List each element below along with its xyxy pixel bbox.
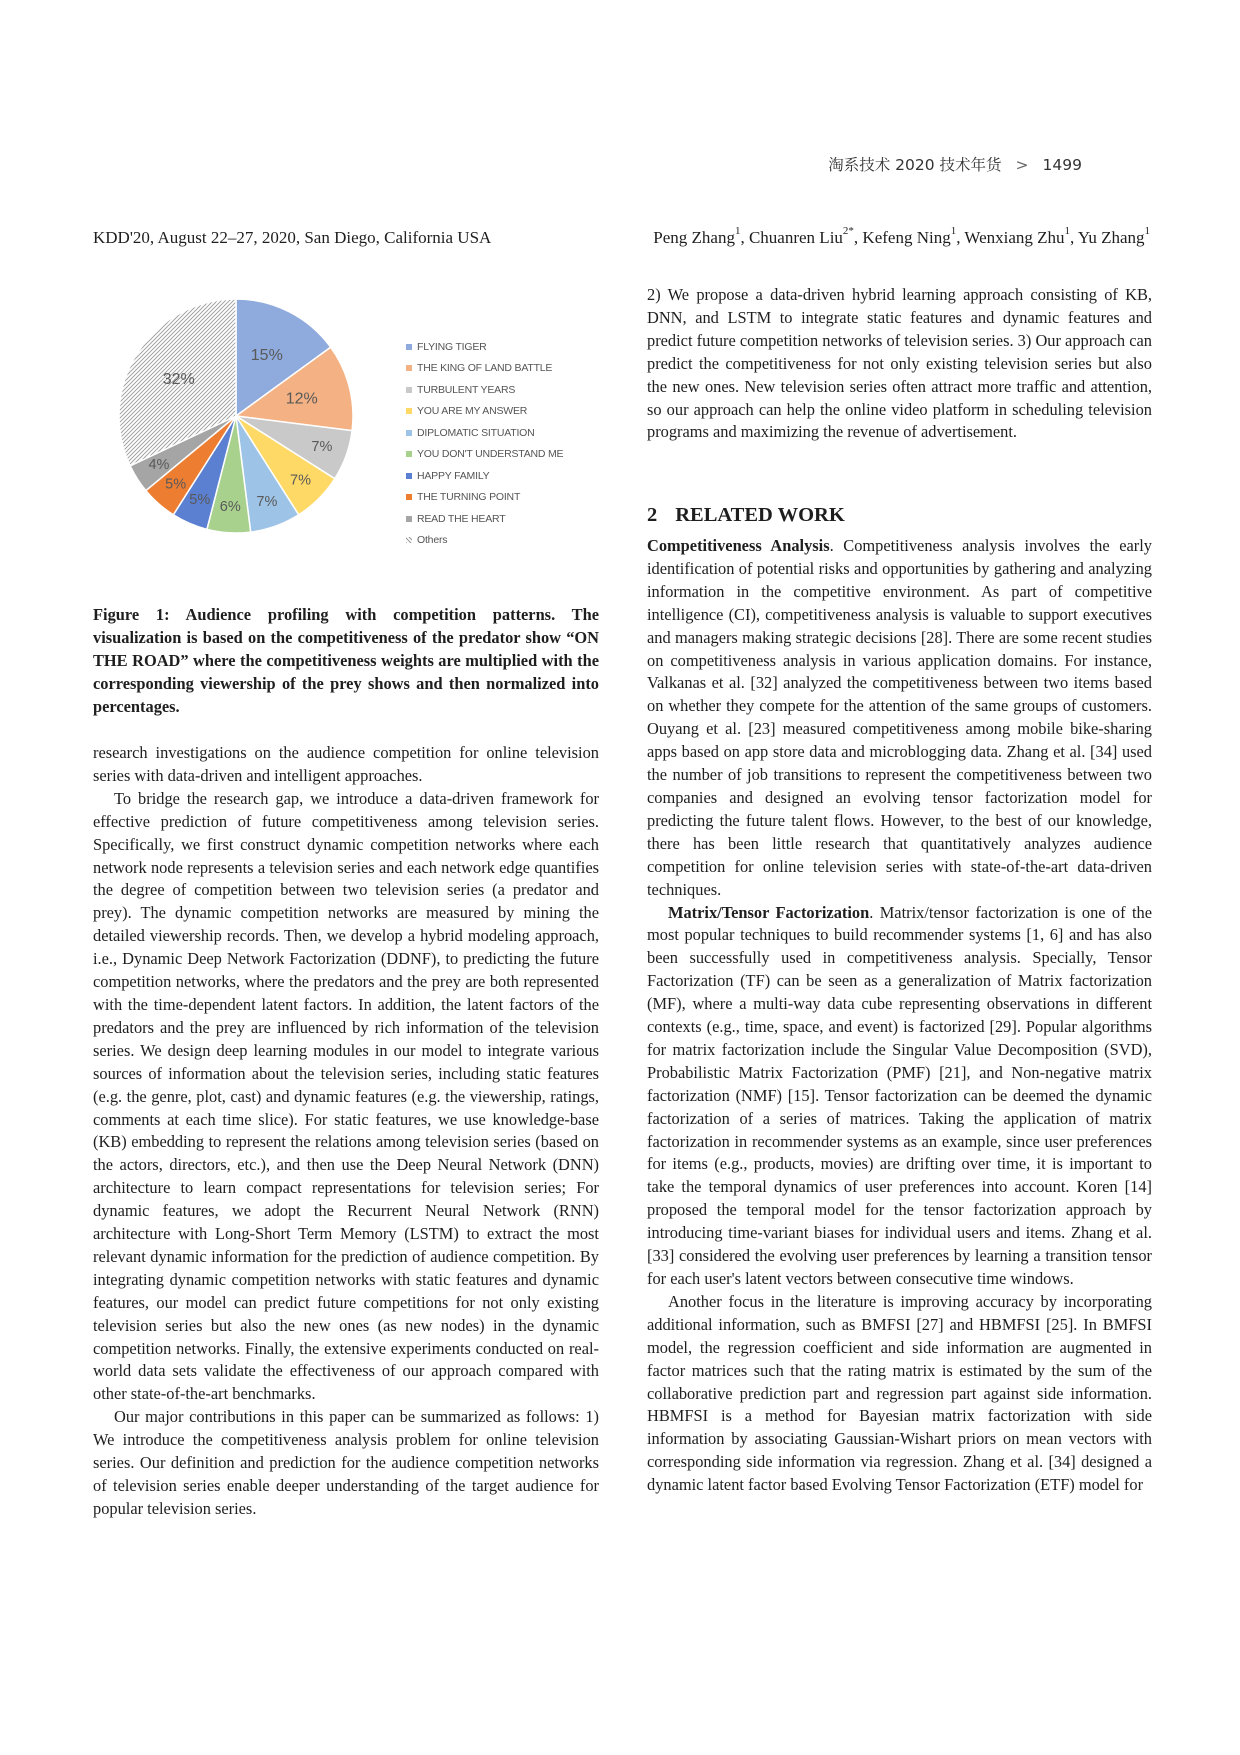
- pie-data-label: 12%: [285, 390, 318, 408]
- legend-item: [406, 487, 520, 509]
- legend-swatch: [406, 473, 412, 479]
- pie-data-label: 7%: [256, 493, 278, 510]
- author-name: Chuanren Liu: [748, 228, 843, 247]
- pie-chart: [120, 298, 333, 583]
- legend-swatch: [406, 451, 412, 457]
- pie-data-label: 6%: [219, 499, 241, 516]
- banner-page-number: 1499: [1042, 156, 1082, 174]
- legend-item: [406, 465, 490, 487]
- section-heading: [647, 504, 845, 527]
- legend-item: [406, 444, 563, 466]
- right-column-intro: [647, 284, 1152, 444]
- legend-label: THE TURNING POINT: [417, 491, 521, 504]
- running-head-authors: Peng Zhang$^1$, Chuanren Liu$^{2*}$, Kefeng Ning$^1$, Wenxiang Zhu$^1$, Yu Zhang$^1$: [653, 225, 1150, 247]
- banner-title: 淘系技术 2020 技术年货: [828, 156, 1002, 174]
- figure-1: [120, 298, 610, 583]
- author-affiliation: 1: [1144, 225, 1150, 238]
- legend-swatch: [406, 365, 412, 371]
- figure-caption: Figure 1: Audience profiling with competition patterns. The visualization is based on the competitiveness of the predator show “ON THE ROAD” where the competitiveness weights are multiplied with the corresponding viewership of the prey shows and then normalized into percentages.: [93, 605, 599, 716]
- paragraph: [647, 902, 1152, 1291]
- paragraph: [647, 535, 1152, 902]
- paragraph: Our major contributions in this paper can be summarized as follows: 1) We introduce the competitiveness analysis problem for online television series. Our definition and prediction for the audience competition networks of television series enable deeper understanding of the target audience for popular television series.: [93, 1407, 599, 1518]
- author-name: Peng Zhang: [653, 228, 735, 247]
- legend-label: YOU ARE MY ANSWER: [417, 405, 528, 418]
- legend-label: TURBULENT YEARS: [417, 383, 516, 396]
- author-affiliation: 1: [734, 225, 741, 238]
- legend-item: [406, 336, 487, 358]
- author-name: Wenxiang Zhu: [964, 228, 1065, 247]
- pie-data-label: 5%: [189, 491, 211, 508]
- page-banner: [828, 153, 1082, 175]
- legend-item: [406, 401, 527, 423]
- legend-label: FLYING TIGER: [417, 340, 487, 353]
- legend-swatch: [406, 494, 412, 500]
- author-affiliation: 1: [1064, 225, 1071, 238]
- legend-label: THE KING OF LAND BATTLE: [417, 362, 553, 375]
- paragraph-heading: Matrix/Tensor Factorization: [668, 902, 870, 922]
- legend-swatch: [406, 387, 412, 393]
- pie-data-label: 5%: [165, 476, 187, 493]
- pie-data-label: 7%: [290, 472, 312, 489]
- legend-swatch: [406, 430, 412, 436]
- author-affiliation: 1: [950, 225, 957, 238]
- pie-data-label: 32%: [162, 371, 195, 389]
- running-head-venue: KDD'20, August 22–27, 2020, San Diego, California USA: [93, 228, 492, 247]
- legend-label: HAPPY FAMILY: [417, 469, 490, 482]
- legend-label: Others: [417, 534, 448, 547]
- section-number: 2: [647, 504, 658, 526]
- author-name: Kefeng Ning: [862, 228, 951, 247]
- paragraph: research investigations on the audience competition for online television series with data-driven and intelligent approaches.: [93, 743, 599, 785]
- section-title: RELATED WORK: [675, 504, 845, 526]
- legend-item: [406, 379, 515, 401]
- author-name: Yu Zhang: [1077, 228, 1145, 247]
- left-column: [93, 742, 599, 1521]
- legend-swatch: [406, 408, 412, 414]
- pie-data-label: 15%: [250, 347, 283, 365]
- legend-label: READ THE HEART: [417, 512, 506, 525]
- legend-swatch: [406, 344, 412, 350]
- legend-label: DIPLOMATIC SITUATION: [417, 426, 535, 439]
- pie-legend: [406, 336, 616, 566]
- pie-data-label: 7%: [311, 438, 333, 455]
- legend-item: [406, 530, 447, 552]
- paragraph-text: . Competitiveness analysis involves the early identification of potential risks and opportunities by gathering and analyzing information in the competitive environment. As part of competitive intelligence (CI), competitiveness analysis is valuable to support executives and managers making strategic decisions [28]. There are some recent studies on competitiveness analysis in various application domains. For instance, Valkanas et al. [32] analyzed the competitiveness between two items based on whether they compete for the attention of the same groups of customers. Ouyang et al. [23] measured competitiveness among mobile bike-sharing apps based on app store data and microblogging data. Zhang et al. [34] used the number of job transitions to represent the competitiveness between two companies and designed an evolving tensor factorization model for predicting the future talent flows. However, to the best of our knowledge, there has been little research that quantitatively analyzes audience competition for online television series with state-of-the-art data-driven techniques.: [647, 536, 1152, 899]
- banner-separator: >: [1015, 156, 1029, 174]
- paragraph: Another focus in the literature is improving accuracy by incorporating additional information, such as BMFSI [27] and HBMFSI [25]. In BMFSI model, the regression coefficient and side information are augmented in factor matrices such that the rating matrix is estimated by the sum of the collaborative prediction part and regression part against side information. HBMFSI is a method for Bayesian matrix factorization with side information by associating Gaussian-Wishart priors on mean vectors with corresponding side information via regression. Zhang et al. [34] designed a dynamic latent factor based Evolving Tensor Factorization (ETF) model for: [647, 1291, 1152, 1495]
- legend-item: [406, 508, 505, 530]
- legend-swatch: [406, 516, 412, 522]
- paragraph: To bridge the research gap, we introduce a data-driven framework for effective prediction of future competitiveness among television series. Specifically, we first construct dynamic competition networks where each network node represents a television series and each network edge quantifies the degree of competition between two television series (a predator and prey). The dynamic competition networks are measured by mining the detailed viewership records. Then, we develop a hybrid modeling approach, i.e., Dynamic Deep Network Factorization (DDNF), to predicting the future competition networks, where the predators and the prey are both represented with the time-dependent latent factors. In addition, the latent factors of the predators and the prey are influenced by rich information of the television series. We design deep learning modules in our model to integrate various sources of information about the television series, including static features (e.g. the genre, plot, cast) and dynamic features (e.g. the viewership, ratings, comments at each time slice). For static features, we use knowledge-base (KB) embedding to represent the relations among television series (based on the actors, directors, etc.), and then use the Deep Neural Network (DNN) architecture to learn compact representations for television series; For dynamic features, we adopt the Recurrent Neural Network (RNN) architecture with Long-Short Term Memory (LSTM) to extract the most relevant dynamic information for the prediction of audience competition. By integrating dynamic competition networks with static features and dynamic features, our model can predict future competitions for not only existing television series but also the new ones (as new nodes) in the dynamic competition networks. Finally, the extensive experiments conducted on real-world data sets validate the effectiveness of our approach compared with other state-of-the-art benchmarks.: [93, 788, 599, 1404]
- right-column-body: [647, 535, 1152, 1497]
- legend-item: [406, 358, 552, 380]
- legend-swatch: [406, 537, 412, 543]
- legend-item: [406, 422, 535, 444]
- paragraph-text: . Matrix/tensor factorization is one of the most popular techniques to build recommender systems [1, 6] and has also been successfully used in competitiveness analysis. Specially, Tensor Factorization (TF) can be seen as a generalization of Matrix factorization (MF), where a multi-way data cube representing observations in different contexts (e.g., time, space, and event) is factorized [29]. Popular algorithms for matrix factorization include the Singular Value Decomposition (SVD), Probabilistic Matrix Factorization (PMF) [21], and Non-negative matrix factorization (NMF) [15]. Tensor factorization can be deemed the dynamic factorization of a series of matrices. Taking the application of matrix factorization in recommender systems as an example, since user preferences for items (e.g., products, movies) are drifting over time, it is important to take the temporal dynamics of user preferences into account. Koren [14] proposed the temporal model for the tensor factorization approach by introducing time-variant biases for individual users and items. Zhang et al. [33] considered the evolving user preferences by learning a transition tensor for each user's latent vectors between consecutive time windows.: [647, 902, 1152, 1288]
- pie-data-label: 4%: [148, 456, 170, 473]
- author-affiliation: 2*: [842, 225, 854, 238]
- paragraph-heading: Competitiveness Analysis: [647, 536, 830, 555]
- paragraph: 2) We propose a data-driven hybrid learning approach consisting of KB, DNN, and LSTM to integrate static features and dynamic features and predict future competition networks of television series. 3) Our approach can predict the competitiveness for not only existing television series but also the new ones. New television series often attract more traffic and attention, so our approach can help the online video platform in scheduling television programs and maximizing the revenue of advertisement.: [647, 285, 1152, 442]
- legend-label: YOU DON'T UNDERSTAND ME: [417, 448, 564, 461]
